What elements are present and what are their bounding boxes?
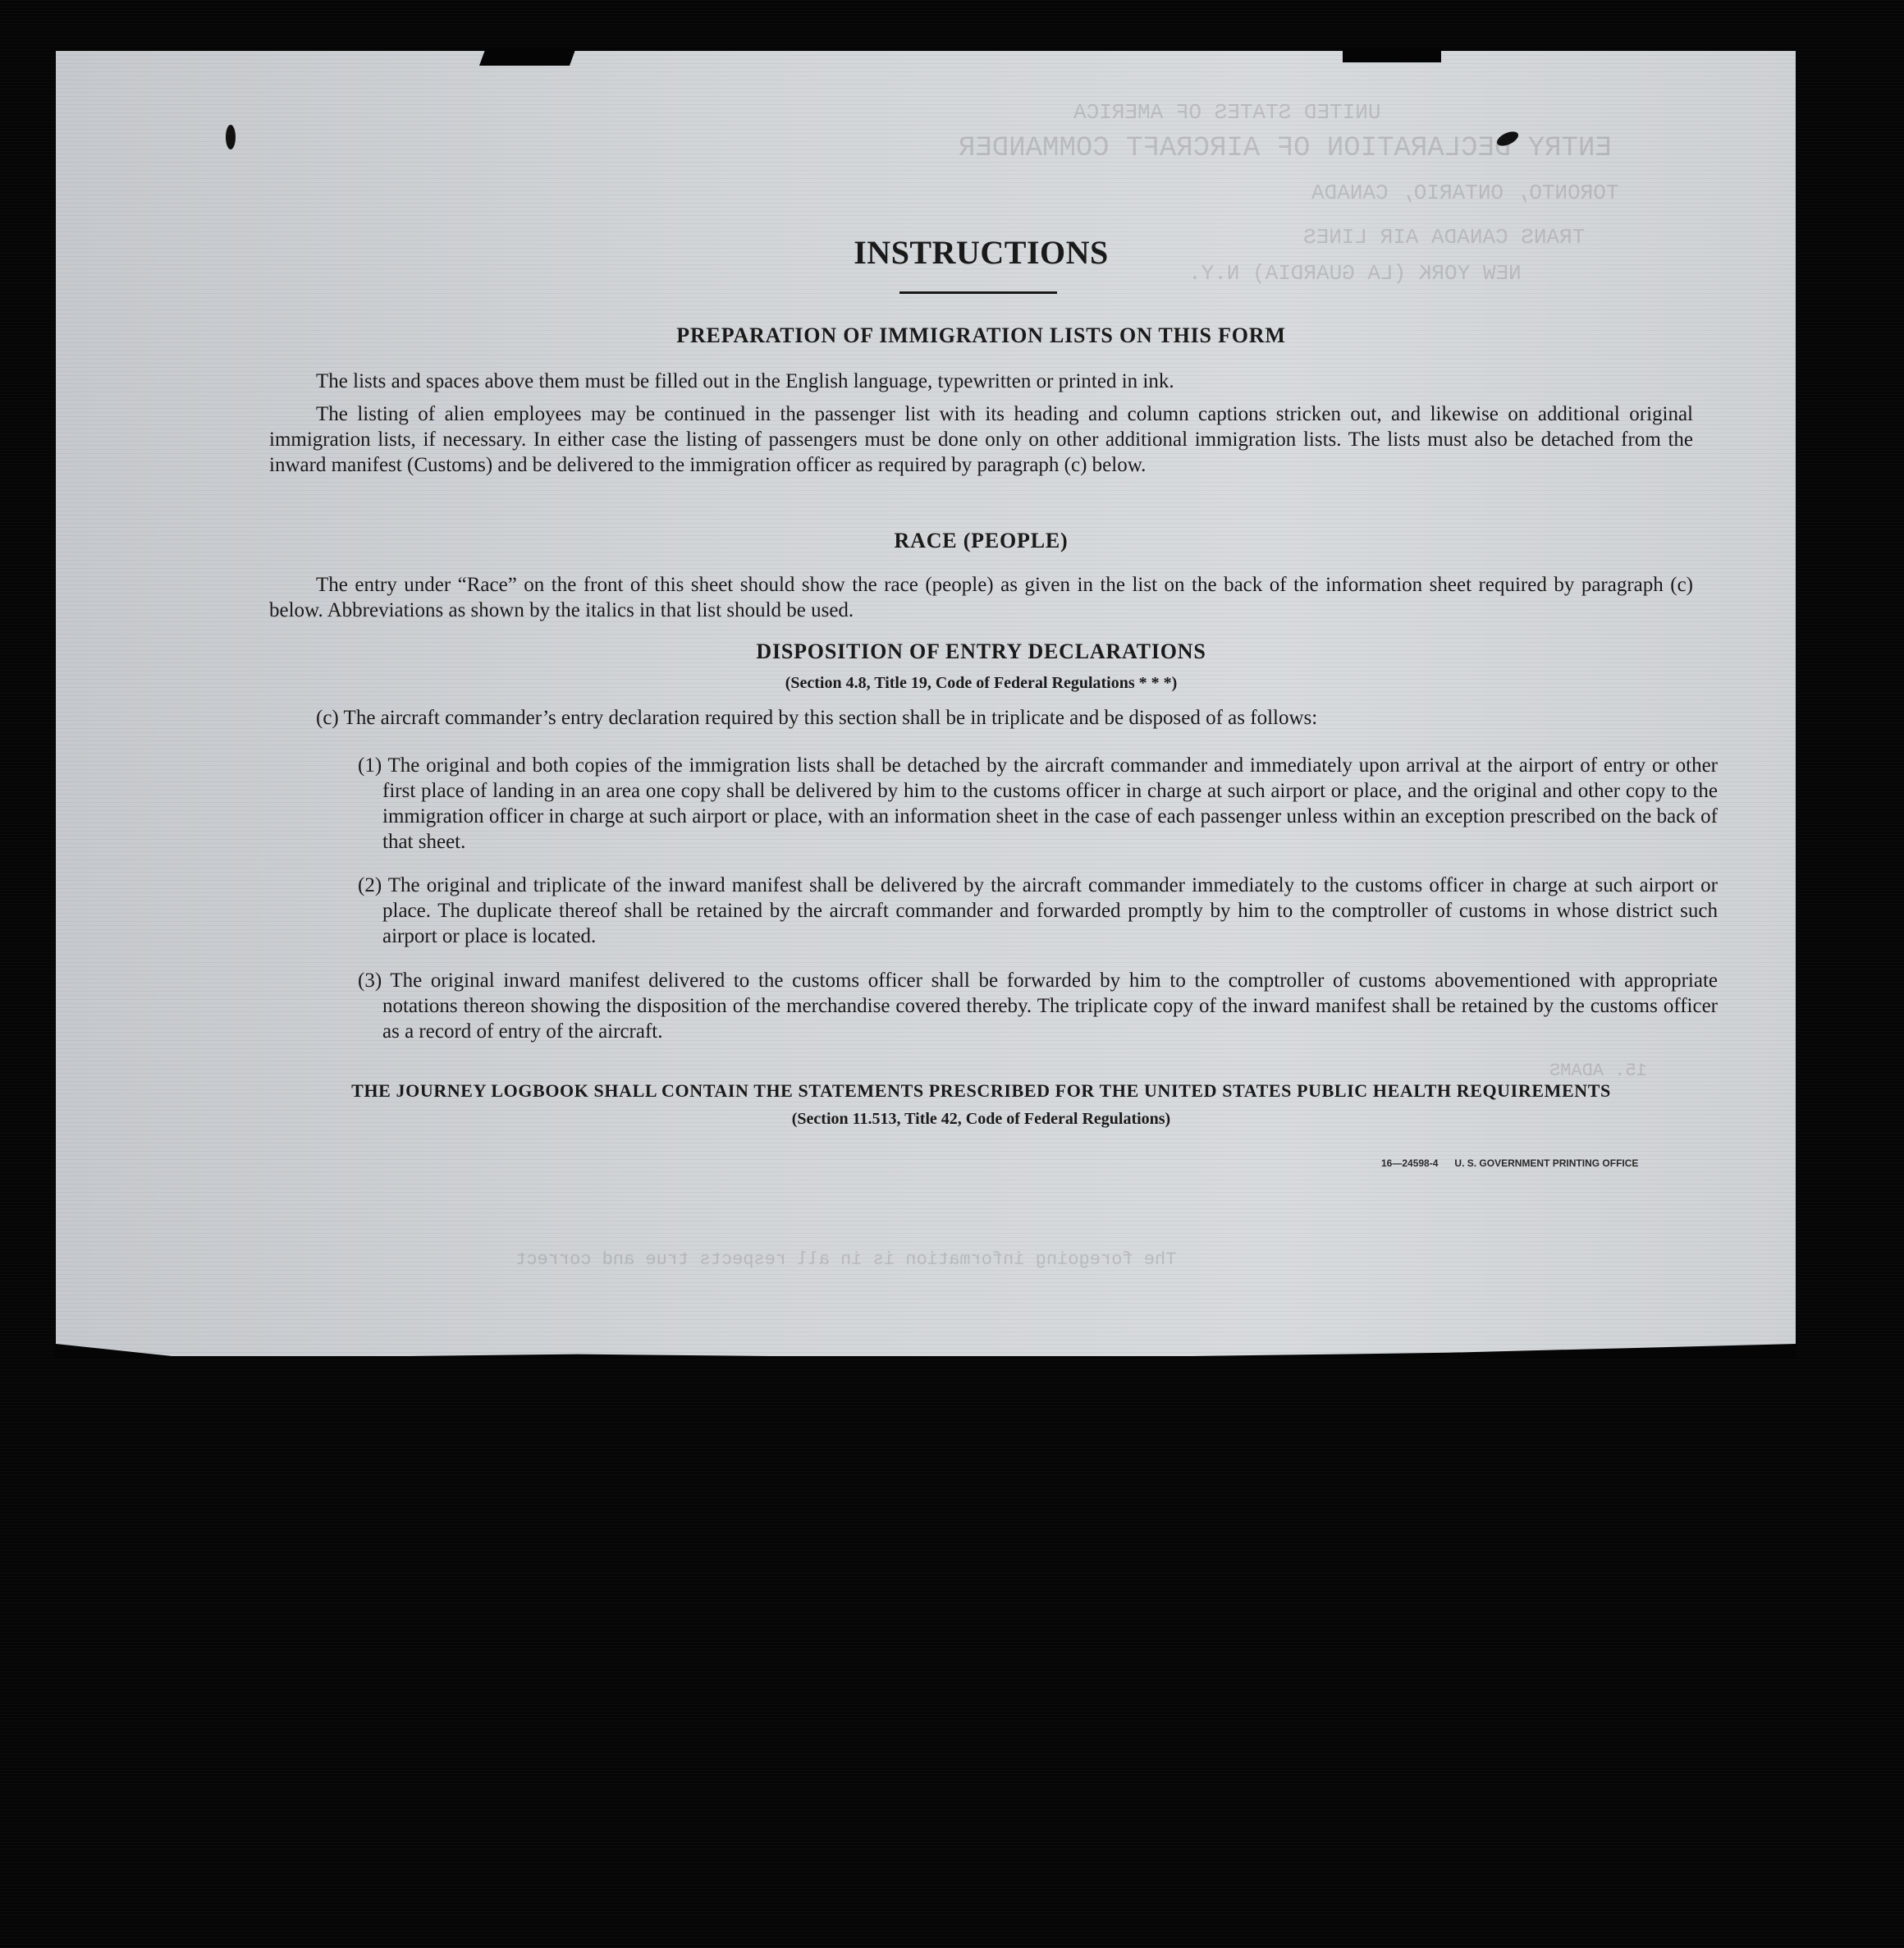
section-heading-preparation: PREPARATION OF IMMIGRATION LISTS ON THIS FORM — [676, 323, 1286, 347]
page-title: INSTRUCTIONS — [854, 234, 1109, 271]
bleed-through-text: TORONTO, ONTARIO, CANADA — [1311, 181, 1619, 205]
list-item: (1) The original and both copies of the immigration lists shall be detached by the aircraft commander and immediately upon arrival at the airport of entry or other first place of landing in an area one copy shall be delivered by him to the customs officer in charge at such airport or place, and the original and other copy to the immigration officer in charge at such airport or place, with an information sheet in the case of each passenger unless within an exception prescribed on the back of that sheet. — [358, 754, 1718, 853]
logbook-heading: THE JOURNEY LOGBOOK SHALL CONTAIN THE STATEMENTS PRESCRIBED FOR THE UNITED STATES PUBLIC HEALTH REQUIREMENTS — [351, 1080, 1611, 1101]
section-heading-race: RACE (PEOPLE) — [894, 529, 1069, 552]
bleed-through-text: UNITED STATES OF AMERICA — [1073, 100, 1381, 125]
paragraph-race: The entry under “Race” on the front of this sheet should show the race (people) as given in the list on the back of the information sheet required by paragraph (c) below. Abbreviations as shown by the italics in that list should be used. — [269, 574, 1693, 621]
title-divider — [899, 291, 1057, 294]
ink-mark — [226, 125, 236, 149]
printer-name: U. S. GOVERNMENT PRINTING OFFICE — [1454, 1157, 1639, 1169]
form-code: 16—24598-4 — [1381, 1157, 1439, 1169]
torn-edge-right — [1343, 48, 1441, 62]
printer-imprint — [1381, 1157, 1638, 1169]
bleed-through-text: 15. ADAMS — [1549, 1061, 1647, 1081]
bleed-through-text: NEW YORK (LA GUARDIA) N.Y. — [1188, 261, 1522, 286]
paragraph-alien-employees: The listing of alien employees may be continued in the passenger list with its heading and column captions stricken out, and likewise on additional original immigration lists, if necessary. In either case the listing of passengers must be done only on other additional immigration lists. The lists must also be detached from the inward manifest (Customs) and be delivered to the immigration officer as required by paragraph (c) below. — [269, 403, 1693, 476]
torn-edge-left — [479, 48, 576, 66]
disposition-citation: (Section 4.8, Title 19, Code of Federal Regulations * * *) — [785, 674, 1178, 692]
logbook-citation: (Section 11.513, Title 42, Code of Federal Regulations) — [791, 1110, 1171, 1128]
document-sheet — [56, 51, 1796, 1356]
bleed-through-text: The foregoing information is in all respects true and correct — [515, 1249, 1177, 1270]
section-heading-disposition: DISPOSITION OF ENTRY DECLARATIONS — [756, 639, 1206, 663]
bleed-through-text: TRANS CANADA AIR LINES — [1303, 225, 1586, 250]
list-item: (3) The original inward manifest delivered to the customs officer shall be forwarded by him to the comptroller of customs abovementioned with appropriate notations thereon showing the disposition of the merchandise covered thereby. The triplicate copy of the inward manifest shall be retained by the customs officer as a record of entry of the aircraft. — [358, 969, 1718, 1043]
clause-c: (c) The aircraft commander’s entry declaration required by this section shall be in triplicate and be disposed of as follows: — [316, 707, 1318, 729]
paragraph-english-language: The lists and spaces above them must be filled out in the English language, typewritten or printed in ink. — [316, 370, 1174, 392]
bleed-through-text: ENTRY DECLARATION OF AIRCRAFT COMMANDER — [959, 133, 1612, 164]
list-item: (2) The original and triplicate of the inward manifest shall be delivered by the aircraft commander immediately to the customs officer in charge at such airport or place. The duplicate thereof shall be retained by the aircraft commander and forwarded promptly by him to the comptroller of customs in whose district such airport or place is located. — [358, 874, 1718, 947]
